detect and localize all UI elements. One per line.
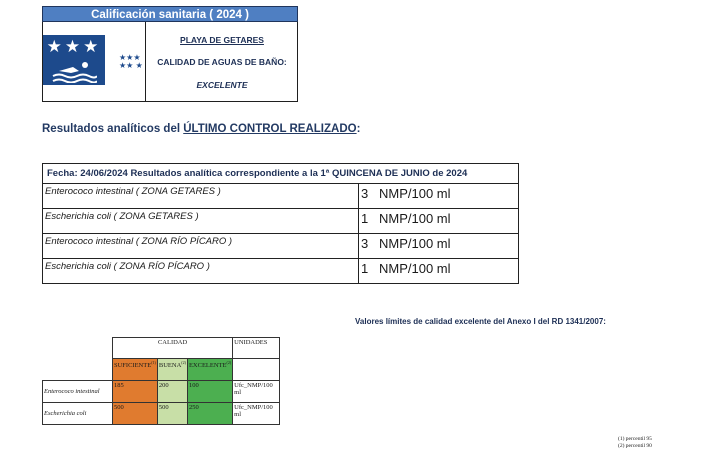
result-value: 3 bbox=[361, 236, 369, 251]
beach-name: PLAYA DE GETARES bbox=[180, 35, 264, 45]
result-parameter: Escherichia coli ( ZONA RÍO PÍCARO ) bbox=[43, 259, 359, 284]
result-unit: NMP/100 ml bbox=[379, 261, 451, 276]
limit-unit: Ufc_NMP/100 ml bbox=[233, 403, 280, 425]
results-title-prefix: Resultados analíticos del bbox=[42, 123, 184, 135]
result-value-cell bbox=[359, 184, 519, 209]
header-excelente bbox=[187, 359, 232, 381]
result-parameter: Enterococo intestinal ( ZONA RÍO PÍCARO ) bbox=[43, 234, 359, 259]
cantabria-stars-icon: ★★★ ★★ ★ bbox=[119, 53, 143, 70]
empty-cell bbox=[43, 338, 113, 359]
limit-parameter: Escherichia coli bbox=[43, 403, 113, 425]
header-suficiente-note: (1) bbox=[151, 360, 156, 365]
header-excelente-label: EXCELENTE bbox=[188, 362, 227, 370]
results-title bbox=[42, 123, 360, 135]
empty-cell bbox=[43, 359, 113, 381]
result-value: 1 bbox=[361, 211, 369, 226]
header-suficiente-label: SUFICIENTE bbox=[114, 362, 152, 370]
quality-label: CALIDAD DE AGUAS DE BAÑO: bbox=[157, 57, 287, 67]
footnotes bbox=[618, 436, 652, 449]
quality-rating: EXCELENTE bbox=[196, 80, 248, 90]
table-row bbox=[43, 403, 280, 425]
limit-buena: 500 bbox=[157, 403, 187, 425]
logo-stars-icon: ★★★ bbox=[46, 37, 102, 56]
results-table bbox=[42, 163, 519, 284]
results-date-line: Fecha: 24/06/2024 Resultados analítica correspondiente a la 1ª QUINCENA DE JUNIO de 2024 bbox=[43, 164, 519, 184]
footnote-1: (1) percentil 95 bbox=[618, 436, 652, 442]
table-row bbox=[43, 338, 280, 359]
header-excelente-note: (2) bbox=[226, 360, 232, 365]
limit-parameter: Enterococo intestinal bbox=[43, 381, 113, 403]
result-value-cell bbox=[359, 259, 519, 284]
limit-suficiente: 500 bbox=[113, 403, 158, 425]
header-unidades: UNIDADES bbox=[233, 338, 280, 359]
header-buena-label: BUENA bbox=[158, 362, 182, 370]
limit-excelente: 100 bbox=[187, 381, 232, 403]
limit-excelente: 250 bbox=[187, 403, 232, 425]
result-parameter: Escherichia coli ( ZONA GETARES ) bbox=[43, 209, 359, 234]
header-buena-note: (2) bbox=[181, 360, 186, 365]
result-value-cell bbox=[359, 209, 519, 234]
result-value: 3 bbox=[361, 186, 369, 201]
calification-header: Calificación sanitaria ( 2024 ) bbox=[42, 6, 298, 22]
table-row bbox=[43, 164, 519, 184]
result-parameter: Enterococo intestinal ( ZONA GETARES ) bbox=[43, 184, 359, 209]
result-unit: NMP/100 ml bbox=[379, 236, 451, 251]
table-row bbox=[43, 209, 519, 234]
result-value-cell bbox=[359, 234, 519, 259]
limit-suficiente: 185 bbox=[113, 381, 158, 403]
limits-table bbox=[42, 337, 280, 425]
swimmer-icon bbox=[51, 61, 97, 83]
table-row bbox=[43, 359, 280, 381]
results-title-suffix: : bbox=[356, 123, 361, 135]
limit-unit: Ufc_NMP/100 ml bbox=[233, 381, 280, 403]
table-row bbox=[43, 259, 519, 284]
result-unit: NMP/100 ml bbox=[379, 211, 451, 226]
results-title-underlined: ÚLTIMO CONTROL REALIZADO bbox=[183, 123, 357, 135]
result-value: 1 bbox=[361, 261, 369, 276]
limits-title: Valores límites de calidad excelente del Anexo I del RD 1341/2007: bbox=[355, 317, 606, 326]
header-buena bbox=[157, 359, 187, 381]
header-calidad: CALIDAD bbox=[113, 338, 233, 359]
bathing-water-logo bbox=[43, 35, 105, 85]
table-row bbox=[43, 234, 519, 259]
table-row bbox=[43, 184, 519, 209]
footnote-2: (2) percentil 90 bbox=[618, 442, 652, 449]
result-unit: NMP/100 ml bbox=[379, 186, 451, 201]
header-suficiente bbox=[113, 359, 158, 381]
limit-buena: 200 bbox=[157, 381, 187, 403]
table-row bbox=[43, 381, 280, 403]
empty-cell bbox=[233, 359, 280, 381]
